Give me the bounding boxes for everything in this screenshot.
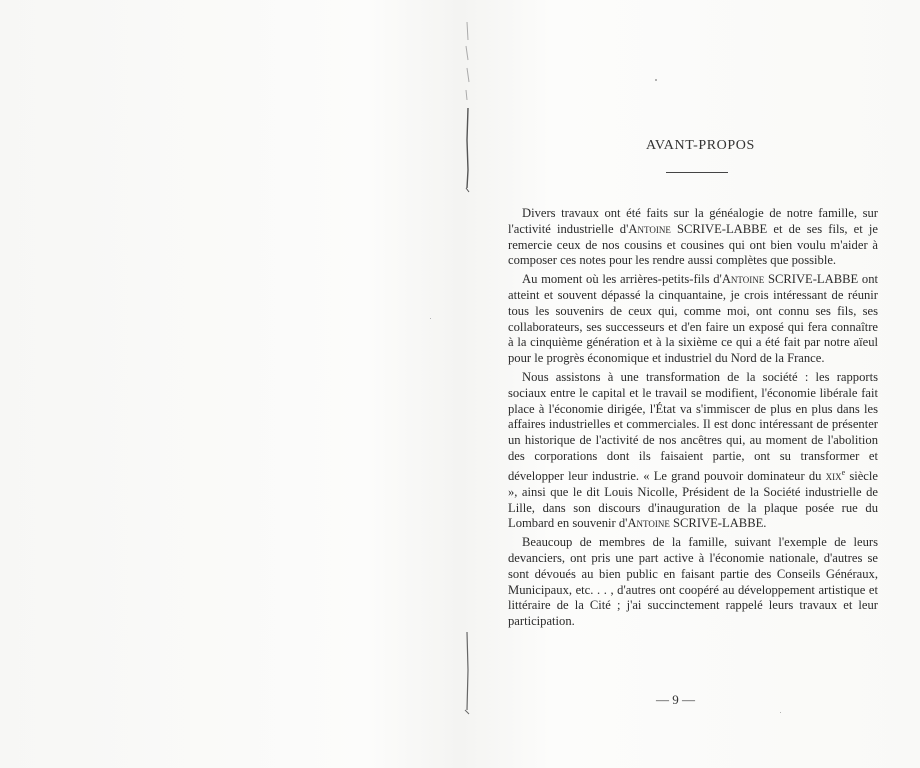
text-run: siècle », ainsi que le dit Louis Nicolle, Président de la Société industrielle de Lille, dans son discours d'inauguration de la plaque posée rue du Lombard en souvenir d' <box>508 468 878 531</box>
scan-speck <box>655 79 657 81</box>
text-run: e <box>841 467 846 477</box>
text-run: Antoine <box>627 516 670 531</box>
body-paragraph <box>508 370 878 532</box>
text-run: Au moment où les arrières-petits-fils d' <box>522 272 722 287</box>
page-number: — 9 — <box>656 692 695 707</box>
body-text <box>508 206 878 633</box>
text-run: Antoine <box>721 272 765 287</box>
text-run: Divers travaux ont été faits sur la généalogie de notre famille, sur l'activité industrielle d' <box>508 206 878 236</box>
text-run: Nous assistons à une transformation de la société : les rapports sociaux entre le capital et le travail se modifient, l'économie libérale fait place à l'économie dirigée, l'État va s'immiscer de plus en plus dans les affaires industrielles et commerciales. Il est donc intéressant de présenter un historique de l'activité de nos ancêtres qui, au moment de l'abolition des corporations dont ils faisaient partie, ont su transformer et développer leur industrie. « Le grand pouvoir dominateur du <box>508 369 878 483</box>
body-paragraph <box>508 535 878 630</box>
book-gutter <box>462 20 470 740</box>
gutter-binding-marks <box>462 20 474 740</box>
body-paragraph <box>508 272 878 367</box>
scan-speck <box>780 712 781 713</box>
text-run: Antoine <box>628 221 671 236</box>
scan-speck <box>430 318 431 319</box>
heading-rule <box>666 172 728 173</box>
page-heading: AVANT-PROPOS <box>646 138 755 153</box>
text-run: xix <box>825 468 842 483</box>
text-run: SCRIVE-LABBE et de ses fils, et je remercie ceux de nos cousins et cousines qui ont bien voulu m'aider à composer ces notes pour les rendre aussi complètes que possible. <box>508 221 878 268</box>
body-paragraph <box>508 206 878 269</box>
text-run: SCRIVE-LABBE ont atteint et souvent dépassé la cinquantaine, je crois intéressant de réunir tous les souvenirs de ceux qui, comme moi, ont connu ses fils, ses collaborateurs, ses successeurs et d'en faire un exposé qui fera connaître à la cinquième génération et à la sixième ce qui a été fait par notre aïeul pour le progrès économique et industriel du Nord de la France. <box>508 272 878 366</box>
text-run: SCRIVE-LABBE. <box>669 516 767 531</box>
text-run: Beaucoup de membres de la famille, suivant l'exemple de leurs devanciers, ont pris une part active à l'économie nationale, d'autres se sont dévoués au bien public en faisant partie des Conseils Généraux, Municipaux, etc. . . , d'autres ont coopéré au développement artistique et littéraire de la Cité ; j'ai succinctement rappelé leurs travaux et leur participation. <box>508 535 878 629</box>
